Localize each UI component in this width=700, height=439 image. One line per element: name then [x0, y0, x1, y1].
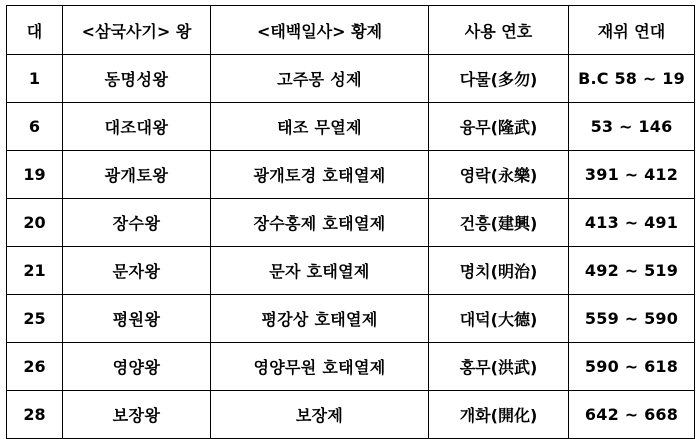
- column-header-era-name: 사용 연호: [429, 6, 569, 55]
- cell-era-name: 건흥(建興): [429, 199, 569, 247]
- cell-reign-years: 492 ~ 519: [569, 247, 695, 295]
- cell-taebaegilsa-emperor: 장수홍제 호태열제: [211, 199, 429, 247]
- cell-samguksagi-king: 광개토왕: [63, 151, 211, 199]
- cell-reign-years: 413 ~ 491: [569, 199, 695, 247]
- table-row: [7, 247, 695, 295]
- goguryeo-kings-table: [6, 5, 695, 439]
- column-header-reign-years: 재위 연대: [569, 6, 695, 55]
- cell-dae: 20: [7, 199, 63, 247]
- cell-era-name: 홍무(洪武): [429, 343, 569, 391]
- column-header-dae: 대: [7, 6, 63, 55]
- cell-dae: 1: [7, 55, 63, 103]
- column-header-taebaegilsa-emperor: <태백일사> 황제: [211, 6, 429, 55]
- cell-dae: 19: [7, 151, 63, 199]
- cell-reign-years: 642 ~ 668: [569, 391, 695, 439]
- cell-reign-years: B.C 58 ~ 19: [569, 55, 695, 103]
- cell-dae: 6: [7, 103, 63, 151]
- cell-reign-years: 590 ~ 618: [569, 343, 695, 391]
- cell-dae: 21: [7, 247, 63, 295]
- cell-era-name: 융무(隆武): [429, 103, 569, 151]
- cell-samguksagi-king: 평원왕: [63, 295, 211, 343]
- cell-taebaegilsa-emperor: 보장제: [211, 391, 429, 439]
- cell-reign-years: 559 ~ 590: [569, 295, 695, 343]
- cell-era-name: 개화(開化): [429, 391, 569, 439]
- cell-taebaegilsa-emperor: 평강상 호태열제: [211, 295, 429, 343]
- cell-taebaegilsa-emperor: 문자 호태열제: [211, 247, 429, 295]
- cell-reign-years: 391 ~ 412: [569, 151, 695, 199]
- cell-samguksagi-king: 장수왕: [63, 199, 211, 247]
- cell-era-name: 다물(多勿): [429, 55, 569, 103]
- cell-dae: 26: [7, 343, 63, 391]
- cell-era-name: 대덕(大德): [429, 295, 569, 343]
- cell-dae: 28: [7, 391, 63, 439]
- cell-era-name: 명치(明治): [429, 247, 569, 295]
- table-row: [7, 55, 695, 103]
- table-header-row: [7, 6, 695, 55]
- cell-taebaegilsa-emperor: 광개토경 호태열제: [211, 151, 429, 199]
- cell-taebaegilsa-emperor: 태조 무열제: [211, 103, 429, 151]
- table-row: [7, 103, 695, 151]
- table-row: [7, 151, 695, 199]
- cell-era-name: 영락(永樂): [429, 151, 569, 199]
- table-row: [7, 391, 695, 439]
- cell-samguksagi-king: 대조대왕: [63, 103, 211, 151]
- table-row: [7, 199, 695, 247]
- cell-samguksagi-king: 영양왕: [63, 343, 211, 391]
- cell-taebaegilsa-emperor: 영양무원 호태열제: [211, 343, 429, 391]
- table-row: [7, 295, 695, 343]
- column-header-samguksagi-king: <삼국사기> 왕: [63, 6, 211, 55]
- cell-samguksagi-king: 동명성왕: [63, 55, 211, 103]
- table-row: [7, 343, 695, 391]
- cell-samguksagi-king: 보장왕: [63, 391, 211, 439]
- cell-reign-years: 53 ~ 146: [569, 103, 695, 151]
- cell-taebaegilsa-emperor: 고주몽 성제: [211, 55, 429, 103]
- cell-dae: 25: [7, 295, 63, 343]
- table-body: [7, 6, 695, 439]
- cell-samguksagi-king: 문자왕: [63, 247, 211, 295]
